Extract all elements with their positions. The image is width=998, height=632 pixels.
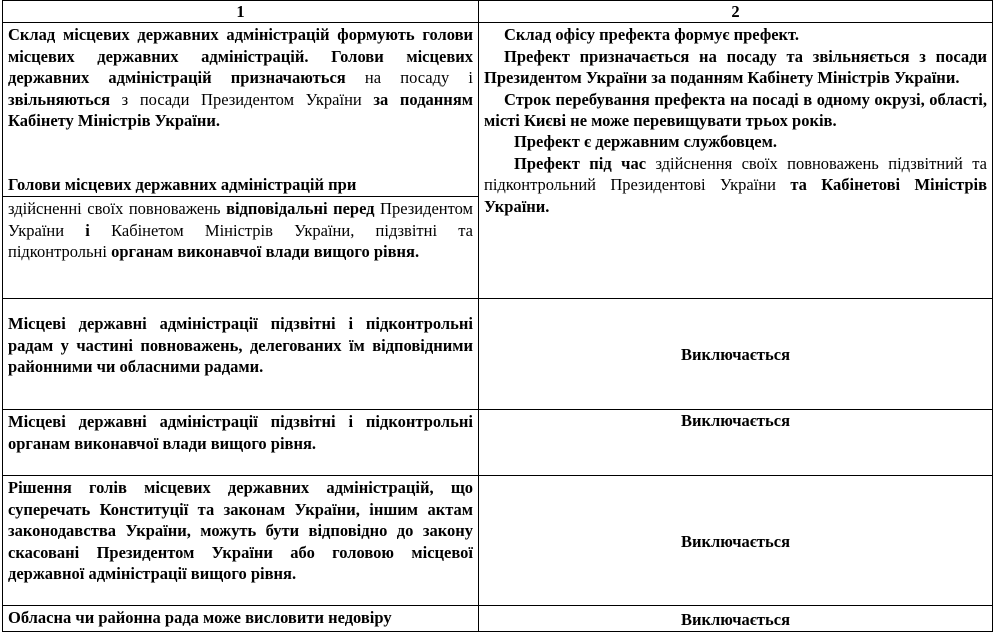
paragraph: Строк перебування префекта на посаді в одному окрузі, області, місті Києві не може перевищувати трьох років.	[484, 89, 987, 131]
paragraph: Склад офісу префекта формує префект.	[504, 25, 800, 45]
text-run: органам виконавчої влади вищого рівня.	[111, 242, 420, 262]
text-run: з посади Президентом України	[110, 89, 374, 109]
paragraph	[8, 198, 473, 262]
text-run: Кабінетові Міністрів України.	[484, 175, 988, 216]
text-run: здійсненні своїх повноважень	[8, 199, 227, 219]
text-run: звільняються	[8, 89, 111, 109]
current-text-cell: Місцеві державні адміністрації підзвітні і підконтрольні радам у частині повноважень, делегованих їм відповідними районними чи обласними радами.	[3, 299, 479, 410]
text-run: за поданням Кабінету Міністрів України.	[8, 89, 473, 131]
paragraph	[8, 24, 473, 131]
excluded-cell: Виключається	[479, 410, 993, 476]
text-run: та	[775, 175, 822, 195]
paragraph	[484, 153, 987, 217]
comparison-table	[2, 0, 993, 632]
text-run: здійснення своїх повноважень підзвітний та підконтрольний	[484, 153, 987, 195]
paragraph: Префект призначається на посаду та звільняється з посади Президентом України за поданням Кабінету Міністрів України.	[484, 46, 987, 88]
excluded-cell: Виключається	[479, 299, 993, 410]
text-run: Префект під час	[514, 153, 647, 173]
table-row	[3, 299, 993, 410]
current-text-cell	[3, 23, 479, 197]
text-run: Кабінетом Міністрів України, підзвітні та підконтрольні	[8, 220, 473, 262]
blank-paragraph	[8, 131, 473, 174]
current-text-cell: Місцеві державні адміністрації підзвітні і підконтрольні органам виконавчої влади вищого рівня.	[3, 410, 479, 476]
proposed-text-cell	[479, 23, 993, 299]
column-header-2: 2	[479, 1, 993, 23]
text-run: Президентові України	[610, 175, 776, 195]
table-row	[3, 23, 993, 197]
table-row	[3, 410, 993, 476]
text-run: і	[85, 220, 90, 240]
column-header-1: 1	[3, 1, 479, 23]
text-run: відповідальні перед	[226, 199, 375, 219]
table-header-row	[3, 1, 993, 23]
paragraph: Префект є державним службовцем.	[514, 132, 777, 152]
paragraph	[8, 174, 473, 195]
text-run: призначаються	[230, 68, 346, 88]
text-run: Голови місцевих державних адміністрацій при	[8, 175, 357, 195]
excluded-cell: Виключається	[479, 476, 993, 606]
table-row	[3, 476, 993, 606]
text-run: на посаду і	[345, 68, 473, 88]
current-text-cell: Рішення голів місцевих державних адміністрацій, що суперечать Конституції та законам України, іншим актам законодавства України, можуть бути відповідно до закону скасовані Президентом України або головою місцевої державної адміністрації вищого рівня.	[3, 476, 479, 606]
text-run: Склад місцевих державних адміністрацій формують голови місцевих державних адміністрацій. Голови місцевих державних адміністрацій	[8, 25, 473, 88]
current-text-cell: Обласна чи районна рада може висловити недовіру	[3, 606, 479, 632]
excluded-cell: Виключається	[479, 606, 993, 632]
table-row	[3, 606, 993, 632]
text-run: Президентом України	[8, 199, 473, 240]
current-text-cell	[3, 197, 479, 299]
